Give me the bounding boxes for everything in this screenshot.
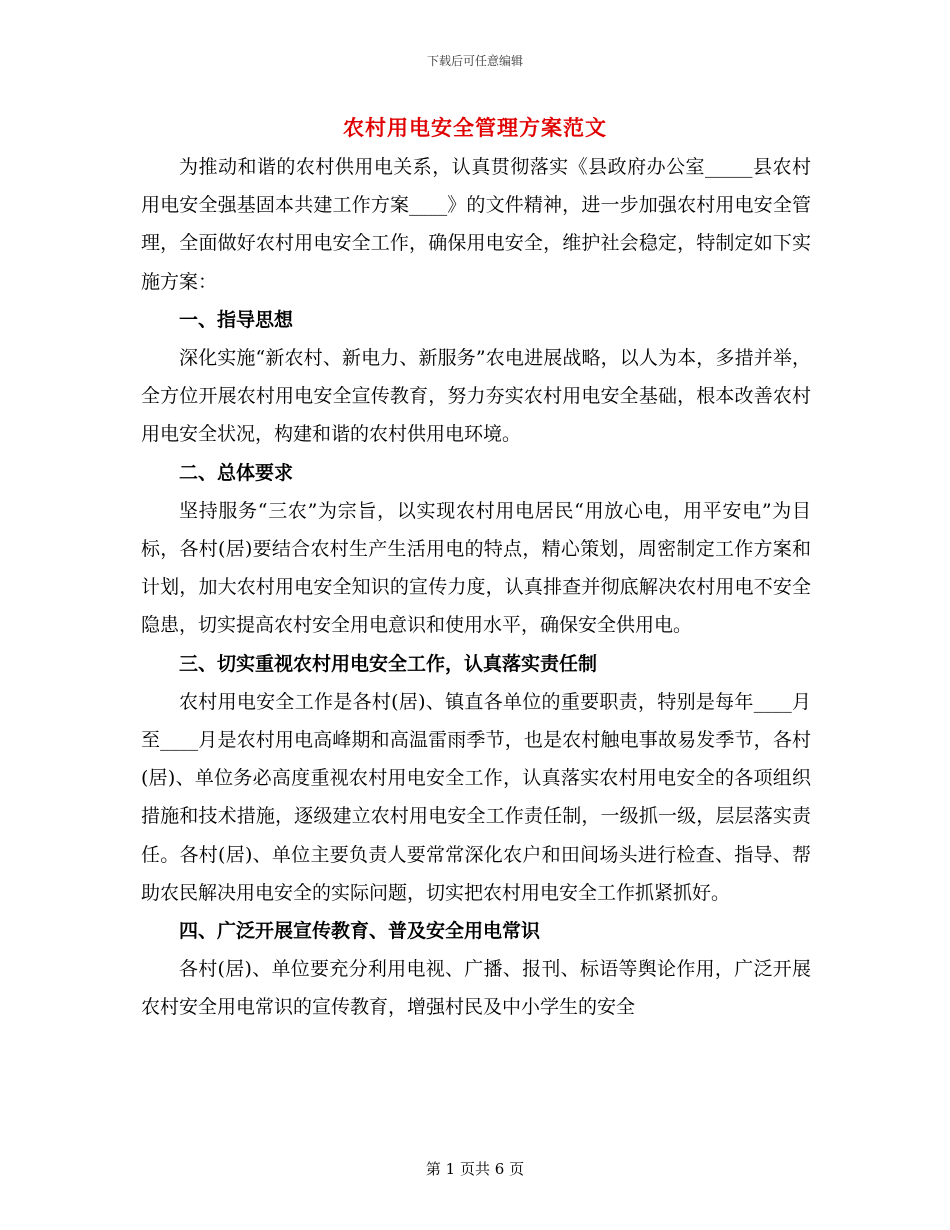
section-paragraph: 各村(居)、单位要充分利用电视、广播、报刊、标语等舆论作用，广泛开展农村安全用电常识的宣传教育，增强村民及中小学生的安全 [141, 958, 811, 1019]
section-heading: 二、总体要求 [179, 461, 294, 484]
section-heading: 一、指导思想 [179, 308, 294, 331]
page-footer: 第 1 页共 6 页 [425, 1160, 525, 1178]
document-title: 农村用电安全管理方案范文 [343, 115, 607, 140]
section-paragraph: 坚持服务“三农”为宗旨，以实现农村用电居民“用放心电，用平安电”为目标，各村(居)要结合农村生产生活用电的特点，精心策划，周密制定工作方案和计划，加大农村用电安全知识的宣传力度，认真排查并彻底解决农村用电不安全隐患，切实提高农村安全用电意识和使用水平，确保安全供用电。 [141, 499, 811, 637]
section-heading: 四、广泛开展宣传教育、普及安全用电常识 [179, 920, 541, 943]
header-note: 下载后可任意编辑 [426, 54, 523, 68]
section-paragraph: 深化实施“新农村、新电力、新服务”农电进展战略，以人为本，多措并举，全方位开展农村用电安全宣传教育，努力夯实农村用电安全基础，根本改善农村用电安全状况，构建和谐的农村供用电环境。 [141, 347, 811, 446]
section-heading: 三、切实重视农村用电安全工作，认真落实责任制 [179, 652, 598, 675]
intro-paragraph: 为推动和谐的农村供用电关系，认真贯彻落实《县政府办公室_____县农村用电安全强基固本共建工作方案____》的文件精神，进一步加强农村用电安全管理，全面做好农村用电安全工作，确保用电安全，维护社会稳定，特制定如下实施方案： [141, 156, 811, 293]
section-paragraph: 农村用电安全工作是各村(居)、镇直各单位的重要职责，特别是每年____月至____月是农村用电高峰期和高温雷雨季节，也是农村触电事故易发季节，各村(居)、单位务必高度重视农村用电安全工作，认真落实农村用电安全的各项组织措施和技术措施，逐级建立农村用电安全工作责任制，一级抓一级，层层落实责任。各村(居)、单位主要负责人要常常深化农户和田间场头进行检查、指导、帮助农民解决用电安全的实际问题，切实把农村用电安全工作抓紧抓好。 [141, 690, 811, 904]
document-body [141, 148, 811, 1027]
